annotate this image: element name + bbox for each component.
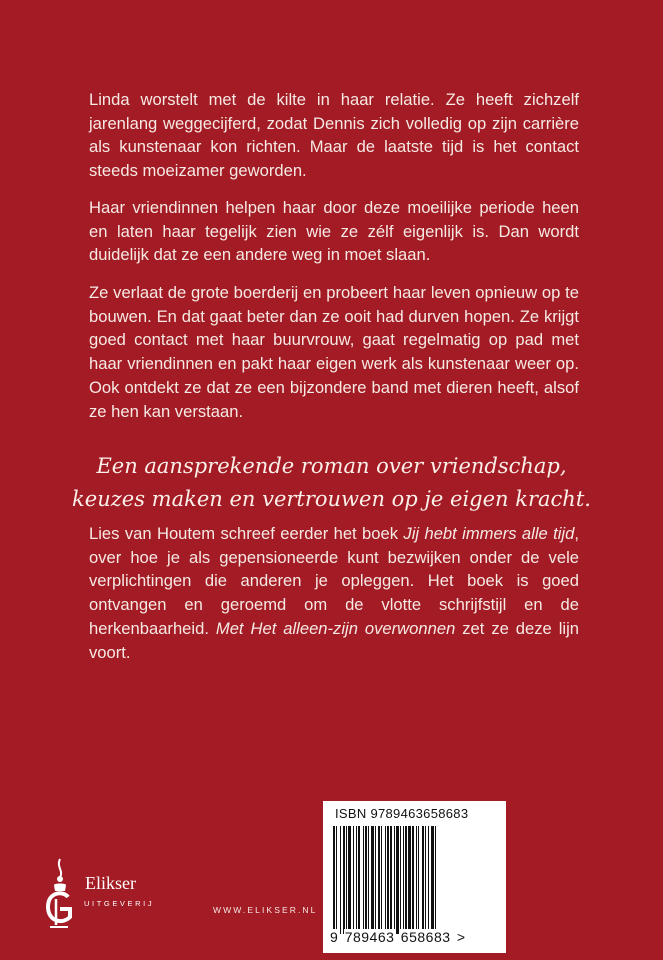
paragraph-text: Ze verlaat de grote boerderij en probeert haar leven opnieuw op te bouwen. En dat gaat beter dan ze ooit had durven hopen. Ze krijgt goed contact met haar buurvrouw, gaat regelmatig op pad met haar vriendinnen en pakt haar eigen werk als kunstenaar weer op. Ook ontdekt ze dat ze een bijzondere band met dieren heeft, alsof ze hen kan verstaan. xyxy=(89,283,579,421)
quote-line-1: Een aansprekende roman over vriendschap, xyxy=(96,454,567,478)
author-text-1: Lies van Houtem schreef eerder het boek xyxy=(89,524,404,543)
paragraph-text: Haar vriendinnen helpen haar door deze moeilijke periode heen en laten haar tegelijk zien wie ze zélf eigenlijk is. Dan wordt duidelijk dat ze een andere weg in moet slaan. xyxy=(89,198,579,265)
synopsis-paragraph-3 xyxy=(89,281,579,423)
publisher-subtitle: UITGEVERIJ xyxy=(84,899,155,908)
isbn-barcode-block xyxy=(323,801,506,953)
synopsis-paragraph-2 xyxy=(89,196,579,267)
author-paragraph-text xyxy=(89,522,579,664)
barcode-icon xyxy=(331,826,499,938)
tagline-quote xyxy=(40,450,623,516)
barcode-group-1: 789463 xyxy=(344,929,395,945)
publisher-logo xyxy=(38,855,208,935)
publisher-logo-icon xyxy=(38,855,88,935)
paragraph-text: Linda worstelt met de kilte in haar relatie. Ze heeft zichzelf jarenlang weggecijferd, zodat Dennis zich volledig op zijn carrière als kunstenaar kon richten. Maar de laatste tijd is het contact steeds moeizamer geworden. xyxy=(89,90,579,181)
author-paragraph xyxy=(89,522,579,664)
publisher-name: Elikser xyxy=(85,873,136,893)
publisher-website: WWW.ELIKSER.NL xyxy=(213,905,318,915)
barcode-group-2: 658683 xyxy=(400,929,451,945)
isbn-label: ISBN 9789463658683 xyxy=(335,806,469,821)
author-text-2: , over hoe je als gepensioneerde kunt bezwijken onder de vele verplichtingen die anderen je opleggen. Het boek is goed ontvangen en geroemd om de vlotte schrijfstijl en de herkenbaarheid. xyxy=(89,524,579,638)
barcode-arrow: > xyxy=(456,929,466,945)
author-text-3: zet ze deze lijn voort. xyxy=(89,618,580,662)
book-title-current: Met Het alleen-zijn overwonnen xyxy=(215,618,456,638)
quote-line-2: keuzes maken en vertrouwen op je eigen kracht. xyxy=(72,487,591,511)
book-title-previous: Jij hebt immers alle tijd xyxy=(403,524,575,543)
barcode-lead-digit: 9 xyxy=(330,929,339,945)
barcode-digits xyxy=(329,929,467,945)
synopsis-paragraph-1 xyxy=(89,88,579,183)
